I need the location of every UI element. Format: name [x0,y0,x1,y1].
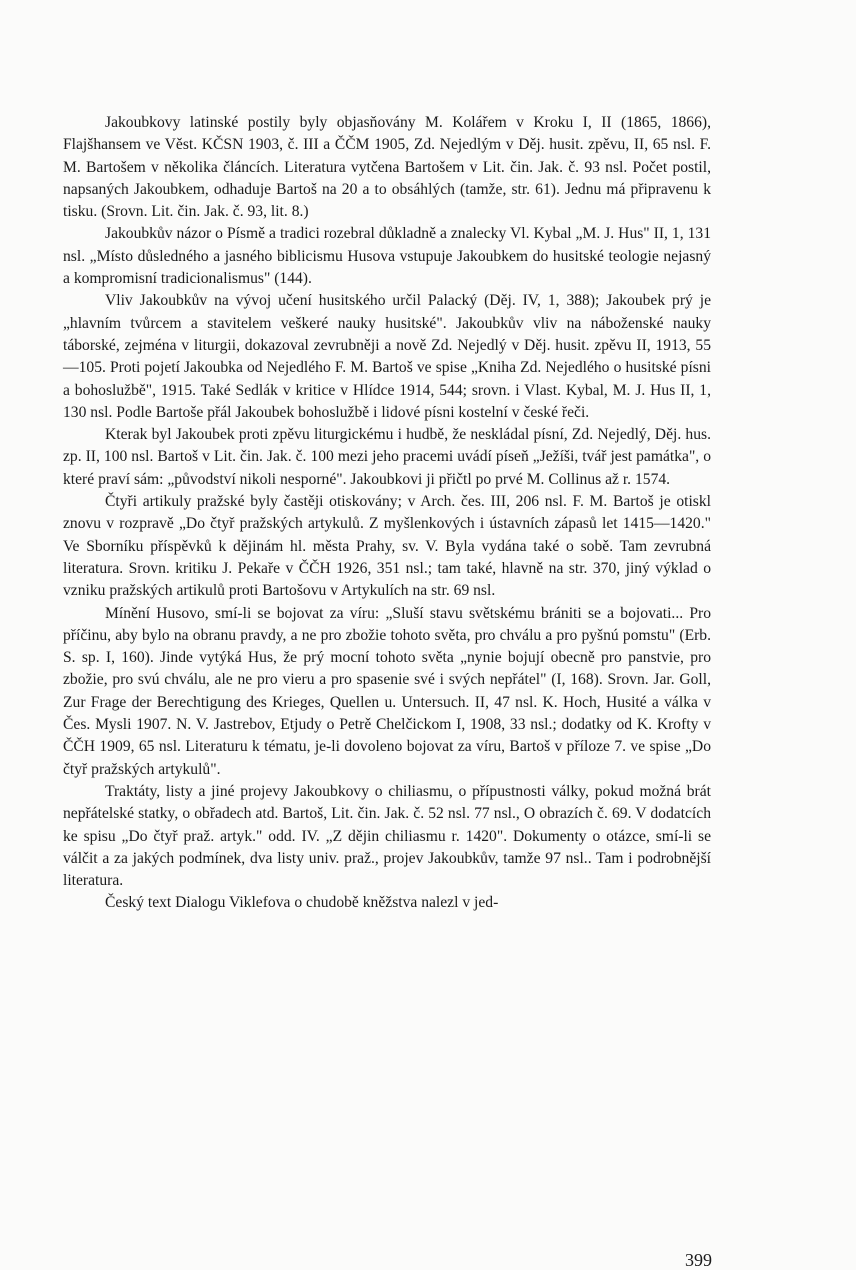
paragraph-postily: Jakoubkovy latinské postily byly objasňovány M. Kolářem v Kroku I, II (1865, 1866), Flajšhansem ve Věst. KČSN 1903, č. III a ČČM 1905, Zd. Nejedlým v Děj. husit. zpěvu, II, 65 nsl. F. M. Bartošem v několika článcích. Literatura vytčena Bartošem v Lit. čin. Jak. č. 93 nsl. Počet postil, napsaných Jakoubkem, odhaduje Bartoš na 20 a to obsáhlých (tamže, str. 61). Jednu má připravenu k tisku. (Srovn. Lit. čin. Jak. č. 93, lit. 8.) [63,114,711,221]
paragraph-vliv-jakoubkuv: Vliv Jakoubkův na vývoj učení husitského určil Palacký (Děj. IV, 1, 388); Jakoubek prý je „hlavním tvůrcem a stavitelem veškeré nauky husitské". Jakoubkův vliv na náboženské nauky táborské, zejména v liturgii, dokazoval zevrubněji a nově Zd. Nejedlý v Děj. husit. zpěvu II, 1913, 55—105. Proti pojetí Jakoubka od Nejedlého F. M. Bartoš ve spise „Kniha Zd. Nejedlého o husitské písni a bohoslužbě", 1915. Také Sedlák v kritice v Hlídce 1914, 544; srovn. i Vlast. Kybal, M. J. Hus II, 1, 130 nsl. Podle Bartoše přál Jakoubek bohoslužbě i lidové písni kostelní v české řeči. [63,292,711,421]
page-number: 399 [685,1250,712,1270]
paragraph-proti-zpevu: Kterak byl Jakoubek proti zpěvu liturgickému i hudbě, že neskládal písní, Zd. Nejedlý, Děj. hus. zp. II, 100 nsl. Bartoš v Lit. čin. Jak. č. 100 mezi jeho pracemi uvádí píseň „Ježíši, tvář jest památka", o které praví sám: „původství nikoli nesporné". Jakoubkovi ji přičtl po prvé M. Collinus až r. 1574. [63,426,711,488]
paragraph-ctyri-artikuly: Čtyři artikuly pražské byly častěji otiskovány; v Arch. čes. III, 206 nsl. F. M. Bartoš je otiskl znovu v rozpravě „Do čtyř pražských artykulů. Z myšlenkových i ústavních zápasů let 1415—1420." Ve Sborníku příspěvků k dějinám hl. města Prahy, sv. V. Byla vydána také o sobě. Tam zevrubná literatura. Srovn. kritiku J. Pekaře v ČČH 1926, 351 nsl.; tam také, hlavně na str. 370, jiný výklad o vzniku pražských artikulů proti Bartošovu v Artykulích na str. 69 nsl. [63,493,711,600]
paragraph-cesky-text: Český text Dialogu Viklefova o chudobě kněžstva nalezl v jed- [105,894,499,912]
paragraph-mineni-husovo: Mínění Husovo, smí-li se bojovat za víru: „Sluší stavu světskému brániti se a bojovati... Pro příčinu, aby bylo na obranu pravdy, a ne pro zbožie tohoto světa, pro chválu a pro pyšnú pomstu" (Erb. S. sp. I, 160). Jinde vytýká Hus, že prý mocní tohoto světa „nynie bojují obecně pro panstvie, pro zbožie, pro svú chválu, ale ne pro vieru a pro spasenie své i svých nepřátel" (I, 168). Srovn. Jar. Goll, Zur Frage der Berechtigung des Krieges, Quellen u. Untersuch. II, 47 nsl. K. Hoch, Husité a válka v Čes. Mysli 1907. N. V. Jastrebov, Etjudy o Petrě Chelčickom I, 1908, 33 nsl.; dodatky od K. Krofty v ČČH 1909, 65 nsl. Literaturu k tématu, je-li dovoleno bojovat za víru, Bartoš v příloze 7. ve spise „Do čtyř pražských artykulů". [63,604,711,778]
body-text [63,112,711,915]
paragraph-nazor-o-pisme: Jakoubkův názor o Písmě a tradici rozebral důkladně a znalecky Vl. Kybal „M. J. Hus" II, 1, 131 nsl. „Místo důsledného a jasného biblicismu Husova vstupuje Jakoubkem do husitské teologie nejasný a kompromisní tradicionalismus" (144). [63,225,711,288]
paragraph-traktaty: Traktáty, listy a jiné projevy Jakoubkovy o chiliasmu, o přípustnosti války, pokud možná brát nepřátelské statky, o obřadech atd. Bartoš, Lit. čin. Jak. č. 52 nsl. 77 nsl., O obrazích č. 69. V dodatcích ke spisu „Do čtyř praž. artyk." odd. IV. „Z dějin chiliasmu r. 1420". Dokumenty o otázce, smí-li se válčit a za jakých podmínek, dva listy univ. praž., projev Jakoubkův, tamže 97 nsl.. Tam i podrobnější literatura. [63,782,711,890]
